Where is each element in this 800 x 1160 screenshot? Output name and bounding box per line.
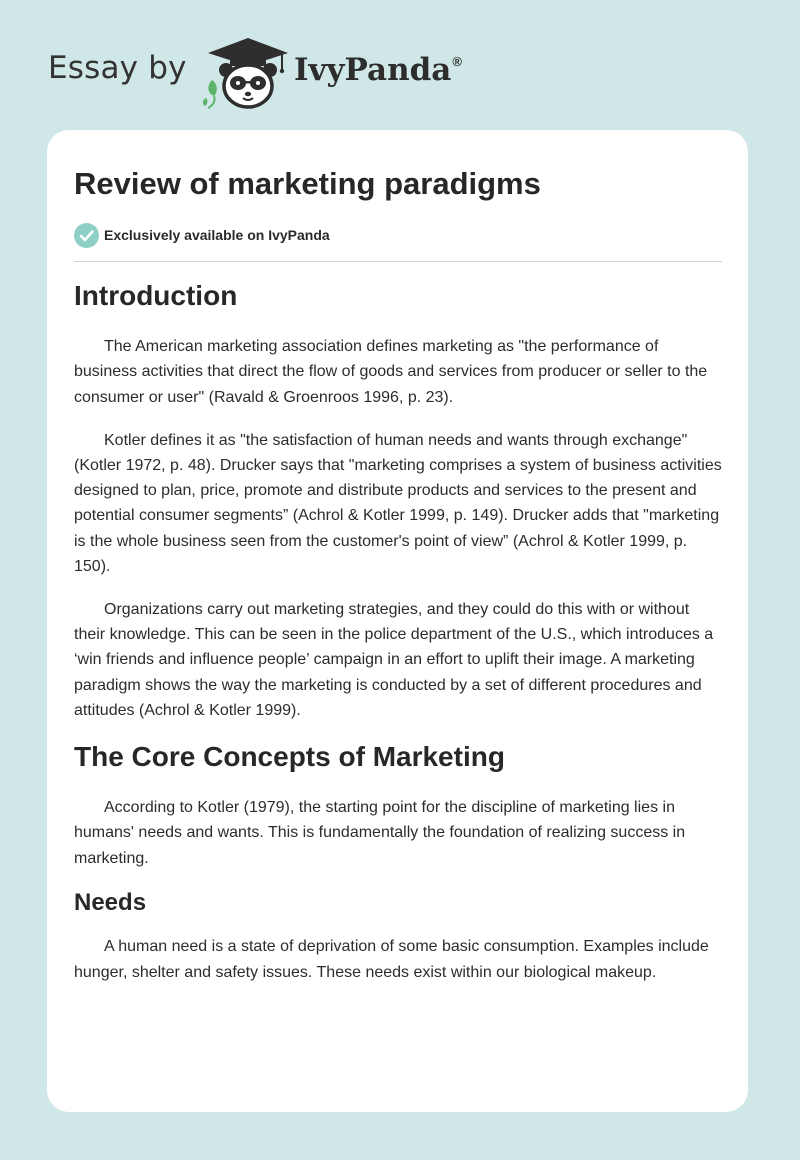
section-heading-introduction: Introduction (74, 280, 238, 311)
exclusive-badge (74, 222, 330, 248)
brand-name[interactable]: IvyPanda® (294, 52, 462, 88)
essay-by-label: Essay by (48, 50, 187, 86)
article-card (47, 130, 748, 1112)
paragraph: According to Kotler (1979), the starting point for the discipline of marketing lies in humans' needs and wants. This is fundamentally the foundation of realizing success in marketing. (74, 799, 686, 867)
exclusive-badge-text: Exclusively available on IvyPanda (104, 227, 330, 243)
title-divider (74, 261, 722, 262)
paragraph: A human need is a state of deprivation of some basic consumption. Examples include hunger, shelter and safety issues. These needs exist within our biological makeup. (74, 938, 709, 981)
page-title: Review of marketing paradigms (74, 166, 541, 201)
registered-mark: ® (452, 54, 462, 69)
panda-graduate-icon[interactable] (202, 36, 294, 110)
section-heading-core-concepts: The Core Concepts of Marketing (74, 741, 505, 773)
paragraph: Organizations carry out marketing strategies, and they could do this with or without their knowledge. This can be seen in the police department of the U.S., which introduces a ‘win friends and influence people’ campaign in an effort to uplift their image. A marketing paradigm shows the way the marketing is conducted by a set of different procedures and attitudes (Achrol & Kotler 1999). (74, 601, 714, 719)
paragraph: The American marketing association defines marketing as "the performance of business activities that direct the flow of goods and services from producer or seller to the consumer or user" (Ravald & Groenroos 1996, p. 23). (74, 338, 708, 406)
subsection-heading-needs: Needs (74, 888, 147, 916)
article-body (74, 280, 724, 1003)
check-circle-icon (74, 223, 99, 248)
site-header (0, 0, 800, 130)
paragraph: Kotler defines it as "the satisfaction of human needs and wants through exchange" (Kotler 1972, p. 48). Drucker says that "marketing comprises a system of business activities designed to plan, price, promote and distribute products and services to the present and potential consumer segments” (Achrol & Kotler 1999, p. 149). Drucker adds that "marketing is the whole business seen from the customer's point of view” (Achrol & Kotler 1999, p. 150). (74, 431, 722, 575)
